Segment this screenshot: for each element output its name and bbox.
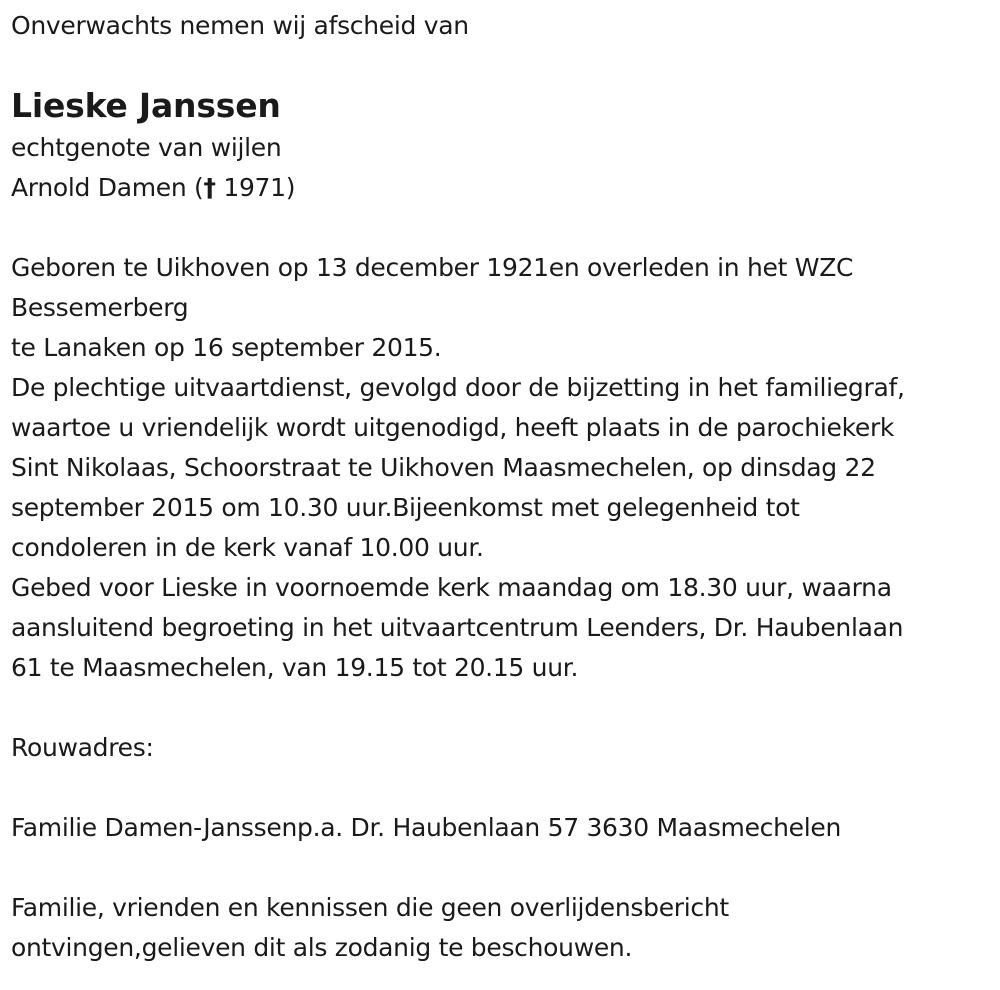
closing-line: Familie, vrienden en kennissen die geen overlijdensbericht bbox=[11, 893, 729, 922]
body-line: september 2015 om 10.30 uur.Bijeenkomst met gelegenheid tot bbox=[11, 493, 800, 522]
body-line: waartoe u vriendelijk wordt uitgenodigd, heeft plaats in de parochiekerk bbox=[11, 413, 895, 442]
body-line: Gebed voor Lieske in voornoemde kerk maandag om 18.30 uur, waarna bbox=[11, 573, 892, 602]
body-line: condoleren in de kerk vanaf 10.00 uur. bbox=[11, 533, 484, 562]
intro-text: Onverwachts nemen wij afscheid van bbox=[11, 11, 469, 40]
body-paragraph bbox=[11, 248, 996, 688]
cross-icon: † bbox=[203, 173, 216, 202]
body-line: Bessemerberg bbox=[11, 293, 189, 322]
spouse-death-year: 1971) bbox=[215, 173, 296, 202]
spouse-name: Arnold Damen ( bbox=[11, 173, 204, 202]
body-line: 61 te Maasmechelen, van 19.15 tot 20.15 uur. bbox=[11, 653, 579, 682]
rouwadres-value: Familie Damen-Janssenp.a. Dr. Haubenlaan 57 3630 Maasmechelen bbox=[11, 813, 842, 842]
deceased-name: Lieske Janssen bbox=[11, 86, 281, 125]
obituary-notice bbox=[11, 6, 996, 968]
body-line: De plechtige uitvaartdienst, gevolgd door de bijzetting in het familiegraf, bbox=[11, 373, 905, 402]
spacer bbox=[11, 768, 996, 808]
spacer bbox=[11, 688, 996, 728]
spacer bbox=[11, 848, 996, 888]
body-line: te Lanaken op 16 september 2015. bbox=[11, 333, 442, 362]
closing-line: ontvingen,gelieven dit als zodanig te beschouwen. bbox=[11, 933, 633, 962]
rouwadres-label: Rouwadres: bbox=[11, 733, 154, 762]
spouse-line-1: echtgenote van wijlen bbox=[11, 133, 282, 162]
spouse-line-2 bbox=[11, 168, 996, 208]
body-line: aansluitend begroeting in het uitvaartcentrum Leenders, Dr. Haubenlaan bbox=[11, 613, 904, 642]
body-line: Geboren te Uikhoven op 13 december 1921en overleden in het WZC bbox=[11, 253, 854, 282]
body-line: Sint Nikolaas, Schoorstraat te Uikhoven Maasmechelen, op dinsdag 22 bbox=[11, 453, 876, 482]
spacer bbox=[11, 208, 996, 248]
